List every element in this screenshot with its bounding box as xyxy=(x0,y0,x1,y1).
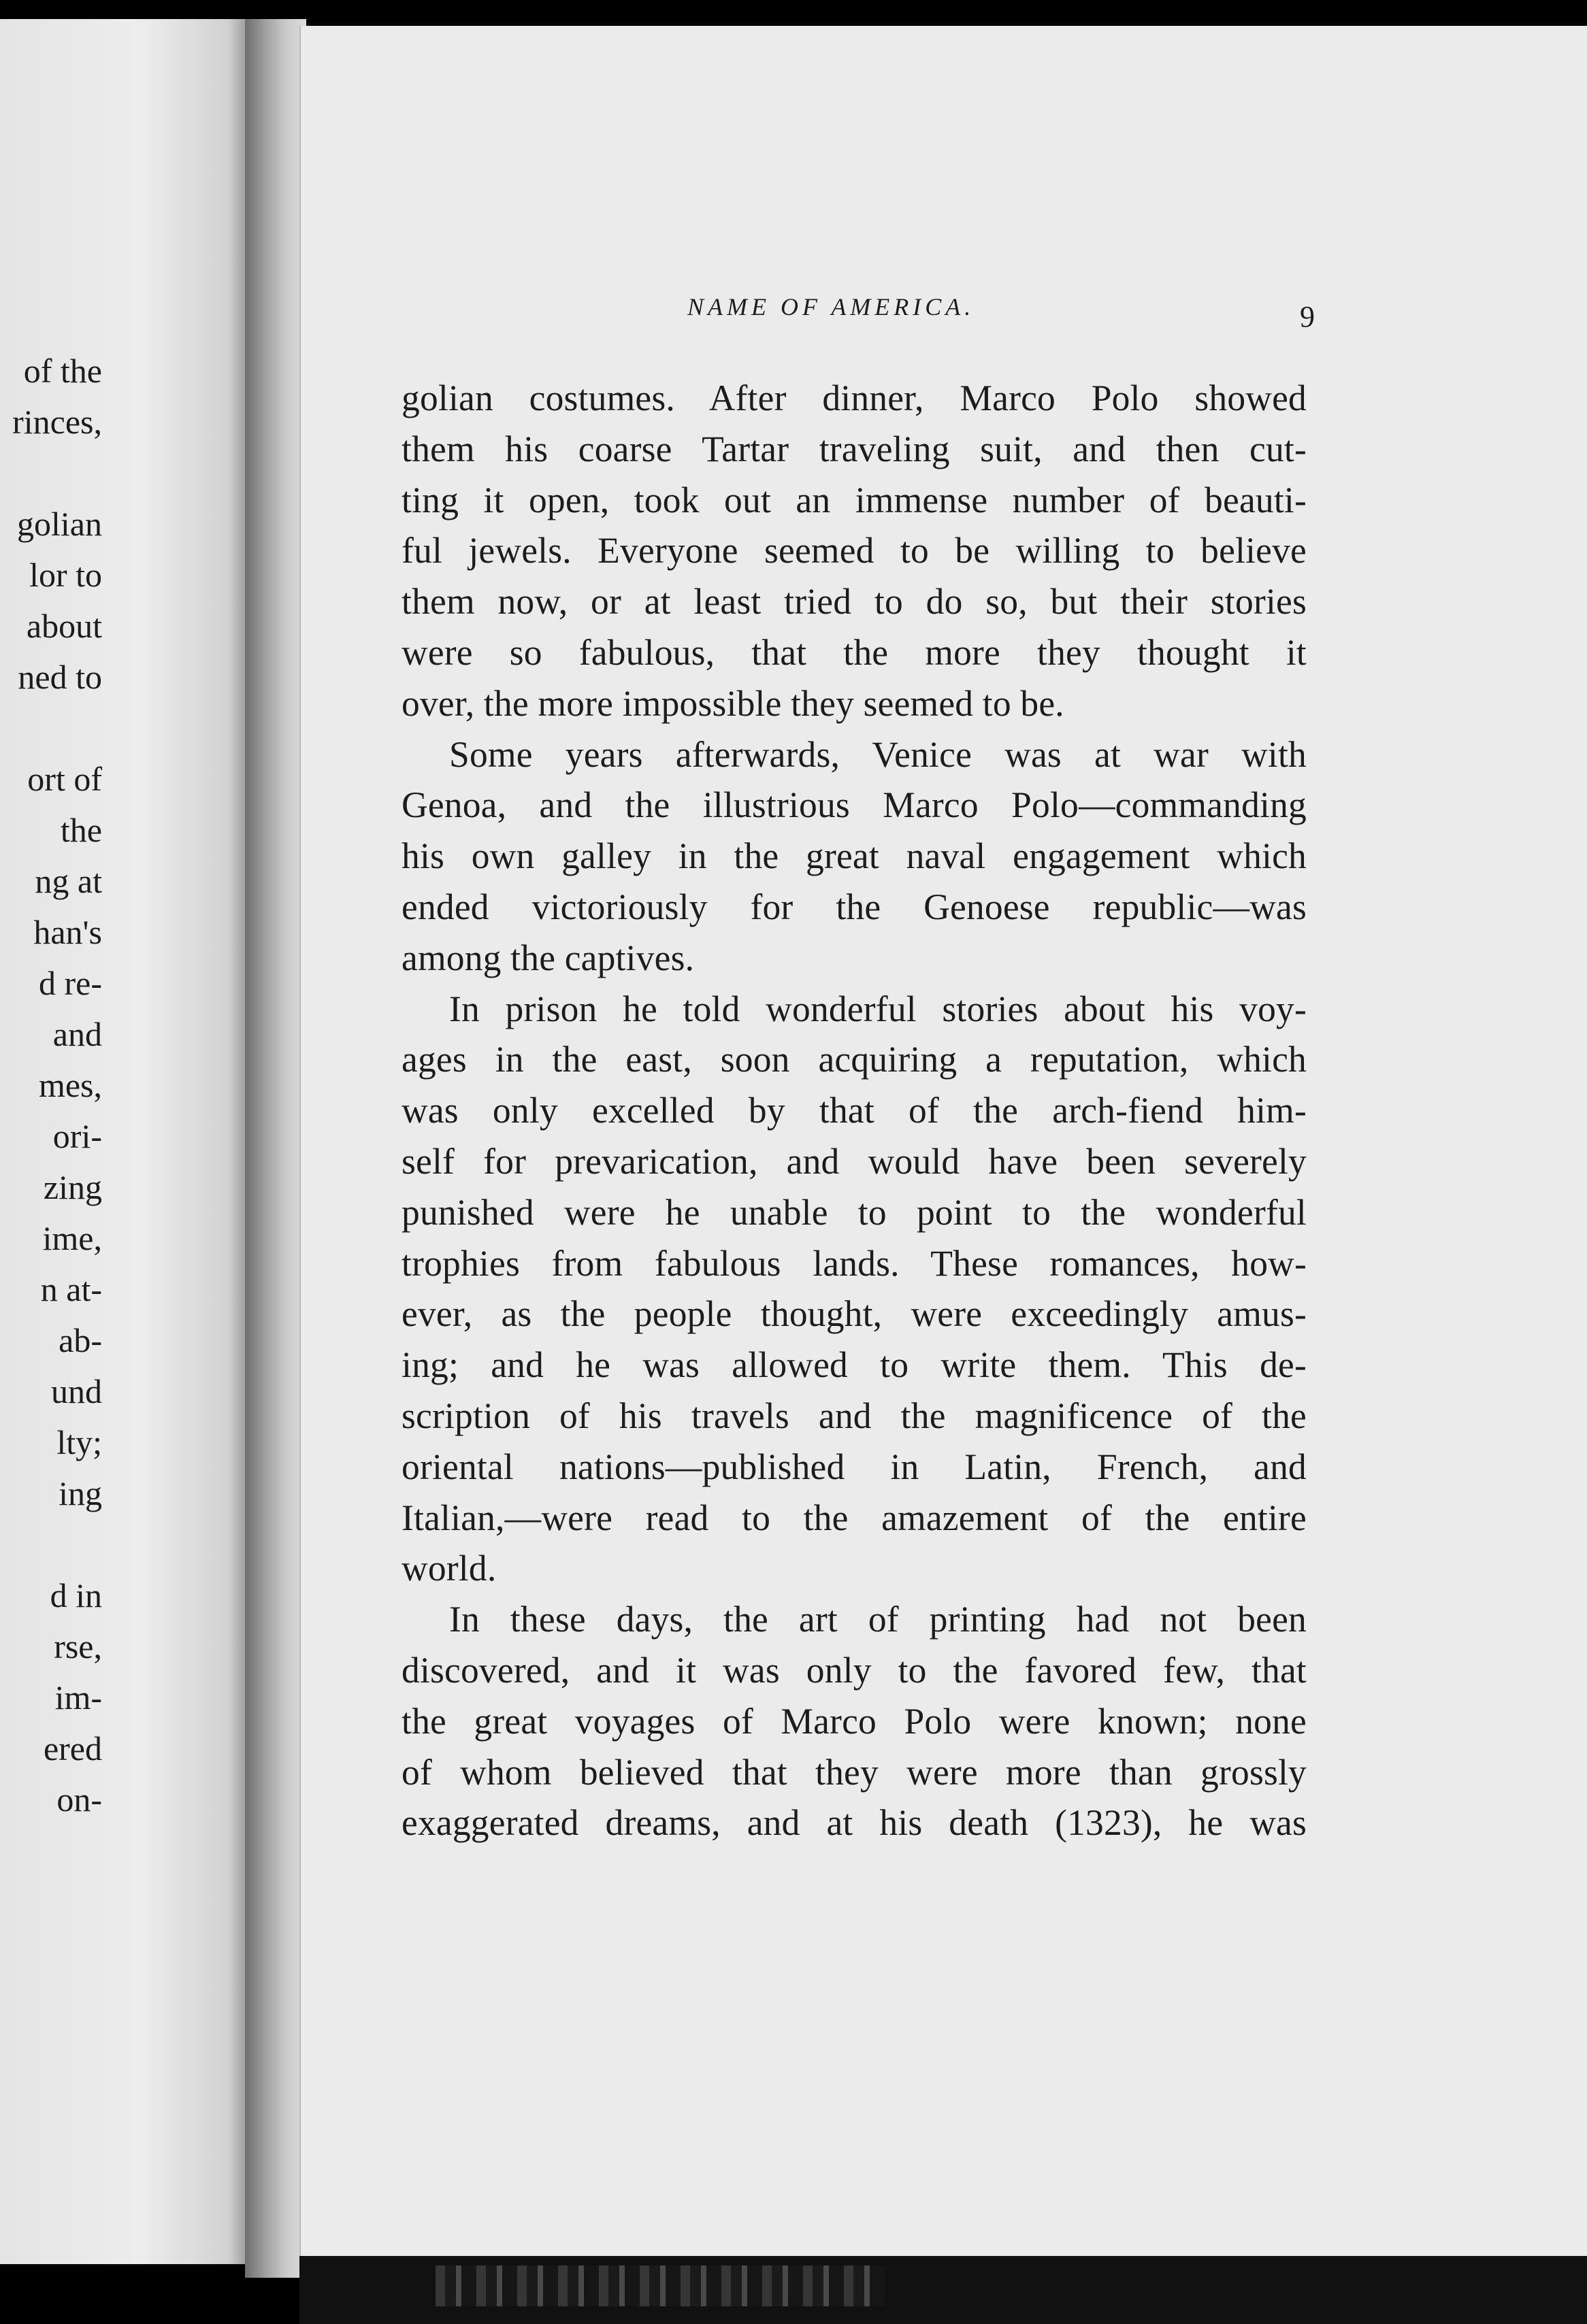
text-line: among the captives. xyxy=(402,937,695,978)
left-page-line: lor to xyxy=(29,556,102,594)
left-page-line: and xyxy=(52,1015,102,1053)
running-head: NAME OF AMERICA. xyxy=(687,293,975,320)
text-line: Genoa, and the illustrious Marco Polo—commanding xyxy=(402,784,1307,826)
text-line: scription of his travels and the magnificence of the xyxy=(402,1395,1307,1436)
text-line: them now, or at least tried to do so, but their stories xyxy=(402,581,1307,622)
left-page-line: zing xyxy=(43,1168,102,1206)
left-page-line: im- xyxy=(54,1678,102,1716)
body-text xyxy=(402,373,1307,1848)
text-line: over, the more impossible they seemed to be. xyxy=(402,682,1064,724)
left-page-line: the xyxy=(60,811,102,849)
page-number: 9 xyxy=(1300,300,1315,333)
text-line: ful jewels. Everyone seemed to be willing to believe xyxy=(402,530,1307,571)
text-line: exaggerated dreams, and at his death (1323), he was xyxy=(402,1802,1307,1844)
text-line: punished were he unable to point to the wonderful xyxy=(402,1191,1307,1233)
left-page-line: of the xyxy=(23,352,102,390)
left-page-line: golian xyxy=(17,505,102,543)
text-line: was only excelled by that of the arch-fiend him- xyxy=(402,1090,1307,1131)
text-line: trophies from fabulous lands. These romances, how- xyxy=(402,1242,1307,1284)
text-line: of whom believed that they were more than grossly xyxy=(402,1751,1307,1793)
text-line: In these days, the art of printing had not been xyxy=(449,1599,1307,1640)
left-page-line: mes, xyxy=(38,1066,102,1104)
left-page-line: ing xyxy=(59,1474,102,1512)
left-page-line: on- xyxy=(56,1780,102,1819)
left-page-line xyxy=(0,448,102,499)
left-page-line: ort of xyxy=(27,760,102,798)
text-line: world. xyxy=(402,1548,497,1589)
left-page-line: ng at xyxy=(35,862,102,900)
text-line: were so fabulous, that the more they thought it xyxy=(402,631,1307,673)
left-page-line: und xyxy=(51,1372,102,1410)
text-line: discovered, and it was only to the favored few, that xyxy=(402,1649,1307,1691)
text-line: the great voyages of Marco Polo were known; none xyxy=(402,1700,1307,1742)
text-line: them his coarse Tartar traveling suit, and then cut- xyxy=(402,428,1307,469)
left-page-line: han's xyxy=(33,913,102,951)
left-page-text-fragments xyxy=(0,346,102,1825)
left-page-line: ab- xyxy=(59,1321,102,1359)
left-page-line: rse, xyxy=(54,1627,102,1665)
left-page-line: ori- xyxy=(52,1117,102,1155)
text-line: ever, as the people thought, were exceedingly amus- xyxy=(402,1293,1307,1335)
scan-artifact xyxy=(436,2265,885,2306)
left-page-line: about xyxy=(26,607,102,645)
left-page-line: d re- xyxy=(39,964,102,1002)
text-line: In prison he told wonderful stories about his voy- xyxy=(449,988,1307,1029)
text-line: ended victoriously for the Genoese republic—was xyxy=(402,886,1307,927)
left-page-line: lty; xyxy=(56,1423,102,1461)
book-gutter xyxy=(245,19,306,2278)
text-line: ages in the east, soon acquiring a reputation, which xyxy=(402,1039,1307,1080)
text-line: Some years afterwards, Venice was at war with xyxy=(449,733,1307,775)
text-line: oriental nations—published in Latin, French, and xyxy=(402,1446,1307,1487)
left-page-line xyxy=(0,703,102,754)
left-page-line: n at- xyxy=(40,1270,102,1308)
text-line: self for prevarication, and would have been severely xyxy=(402,1140,1307,1182)
text-line: golian costumes. After dinner, Marco Polo showed xyxy=(402,378,1307,418)
left-page-line: ned to xyxy=(18,658,102,696)
left-page-line: ered xyxy=(43,1729,102,1767)
left-page-line xyxy=(0,1519,102,1570)
text-line: ing; and he was allowed to write them. This de- xyxy=(402,1344,1307,1386)
text-line: his own galley in the great naval engagement which xyxy=(402,835,1307,877)
left-page-line: ime, xyxy=(42,1219,102,1257)
text-line: Italian,—were read to the amazement of the entire xyxy=(402,1497,1307,1538)
text-line: ting it open, took out an immense number of beauti- xyxy=(402,479,1307,520)
left-page-line: d in xyxy=(50,1576,102,1614)
left-page-line: rinces, xyxy=(12,403,102,441)
